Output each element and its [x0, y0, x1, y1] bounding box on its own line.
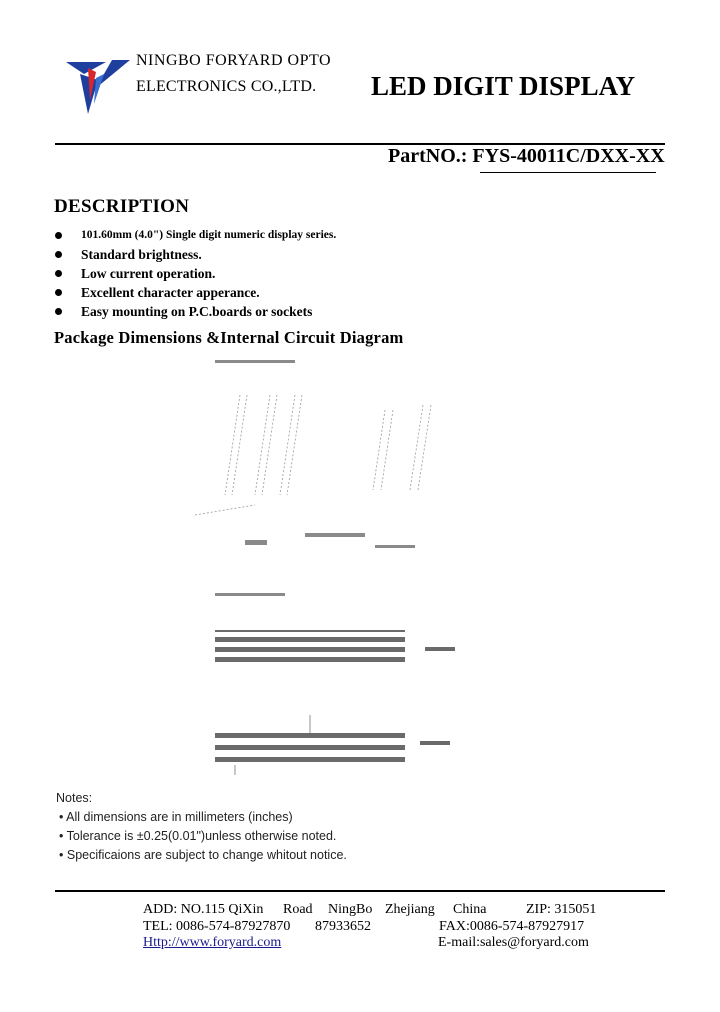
company-name-line2: ELECTRONICS CO.,LTD.: [136, 78, 317, 95]
package-heading: Package Dimensions &Internal Circuit Diagram: [54, 328, 404, 347]
note-item: • Specificaions are subject to change whitout notice.: [59, 848, 347, 862]
bullet-icon: [55, 308, 62, 315]
description-list: [54, 226, 336, 321]
note-item: • All dimensions are in millimeters (inches): [59, 810, 293, 824]
part-number: PartNO.: FYS-40011C/DXX-XX: [388, 145, 665, 167]
website-link[interactable]: Http://www.foryard.com: [143, 935, 282, 950]
list-item: Low current operation.: [54, 264, 336, 283]
list-item: Standard brightness.: [54, 245, 336, 264]
part-number-underline: [480, 172, 656, 173]
bullet-icon: [55, 251, 62, 258]
zip-code: ZIP: 315051: [526, 902, 597, 917]
fax: FAX:0086-574-87927917: [439, 919, 585, 934]
address-country: China: [453, 902, 487, 917]
company-logo-icon: [66, 58, 130, 114]
list-item: 101.60mm (4.0") Single digit numeric display series.: [54, 226, 336, 245]
notes: [56, 789, 347, 865]
address-road: Road: [283, 902, 313, 917]
package-diagram: [195, 355, 475, 785]
bullet-icon: [55, 270, 62, 277]
bullet-icon: [55, 289, 62, 296]
address-province: Zhejiang: [385, 902, 435, 917]
footer-rule: [55, 890, 665, 892]
notes-heading: Notes:: [56, 791, 93, 805]
document-title: LED DIGIT DISPLAY: [371, 71, 636, 101]
description-heading: DESCRIPTION: [54, 196, 190, 217]
email: E-mail:sales@foryard.com: [438, 935, 589, 950]
company-name-line1: NINGBO FORYARD OPTO: [136, 52, 332, 69]
telephone: TEL: 0086-574-87927870: [143, 919, 291, 934]
bullet-icon: [55, 232, 62, 239]
address-city: NingBo: [328, 902, 373, 917]
list-item: Easy mounting on P.C.boards or sockets: [54, 302, 336, 321]
note-item: • Tolerance is ±0.25(0.01")unless otherwise noted.: [59, 829, 337, 843]
telephone-2: 87933652: [315, 919, 371, 934]
address: ADD: NO.115 QiXin: [143, 902, 264, 917]
list-item: Excellent character apperance.: [54, 283, 336, 302]
